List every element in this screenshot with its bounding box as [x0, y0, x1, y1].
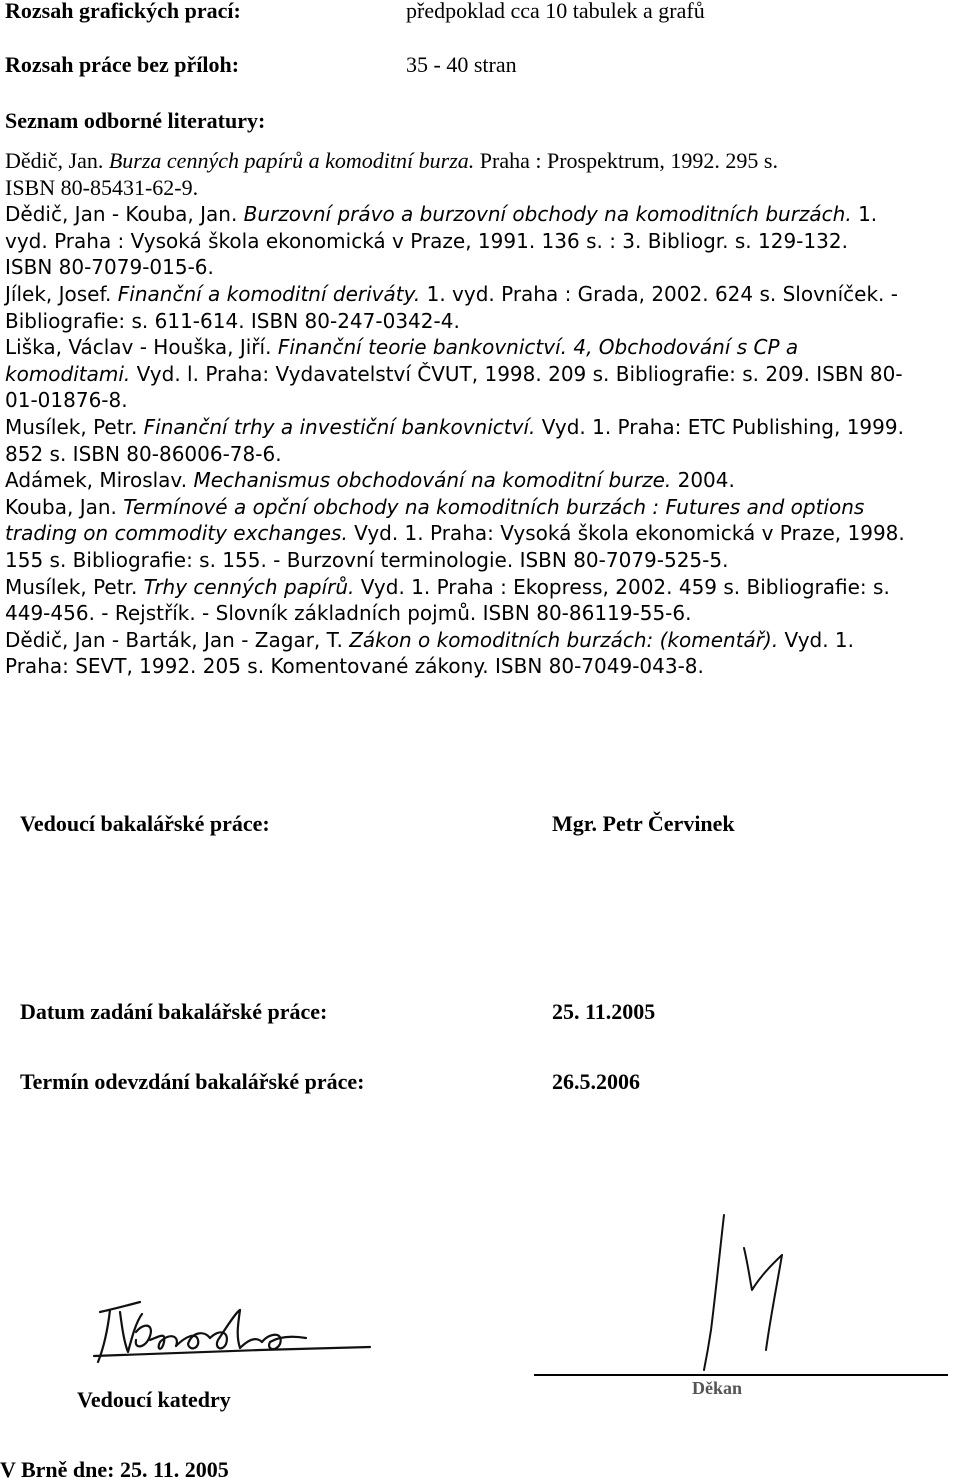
citation-text: ISBN 80-85431-62-9.	[5, 174, 199, 200]
title-text: Finanční trhy a investiční bankovnictví.	[143, 414, 536, 439]
title-text: Finanční a komoditní deriváty.	[117, 281, 421, 306]
citation-text: 01-01876-8.	[5, 388, 128, 413]
assignment-date-label: Datum zadání bakalářské práce:	[20, 999, 328, 1024]
title-text: komoditami.	[5, 361, 131, 386]
bibliography-line	[5, 175, 955, 202]
submission-date-value: 26.5.2006	[552, 1069, 640, 1094]
dean-label: Děkan	[692, 1378, 743, 1398]
citation-text: 2004.	[671, 468, 735, 493]
citation-text: Musílek, Petr.	[5, 414, 144, 439]
citation-text: Dědič, Jan.	[5, 148, 109, 173]
citation-text: Praha : Prospektrum, 1992. 295 s.	[474, 148, 778, 173]
title-text: Zákon o komoditních burzách: (komentář).	[349, 627, 779, 652]
bibliography-line	[5, 627, 955, 654]
citation-text: Vyd. 1. Praha: ETC Publishing, 1999.	[535, 414, 904, 439]
bibliography-line	[5, 387, 955, 414]
submission-date-label: Termín odevzdání bakalářské práce:	[20, 1069, 365, 1094]
title-text: Finanční teorie bankovnictví. 4, Obchodování s CP a	[277, 335, 799, 360]
supervisor-label: Vedoucí bakalářské práce:	[20, 811, 270, 836]
place-date: V Brně dne: 25. 11. 2005	[0, 1457, 229, 1482]
title-text: Burza cenných papírů a komoditní burza.	[108, 148, 475, 173]
bibliography-line	[5, 148, 955, 175]
title-text: Burzovní právo a burzovní obchody na komoditních burzách.	[243, 202, 852, 227]
dean-signature	[686, 1210, 806, 1385]
scope-work-value: 35 - 40 stran	[406, 52, 517, 77]
citation-text: Dědič, Jan - Barták, Jan - Zagar, T.	[5, 627, 350, 652]
bibliography-line	[5, 361, 955, 388]
citation-text: vyd. Praha : Vysoká škola ekonomická v Praze, 1991. 136 s. : 3. Bibliogr. s. 129-132.	[5, 228, 848, 253]
bibliography-line	[5, 281, 955, 308]
citation-text: 449-456. - Rejstřík. - Slovník základních pojmů. ISBN 80-86119-55-6.	[5, 601, 692, 626]
bibliography-line	[5, 467, 955, 494]
title-text: Trhy cenných papírů.	[143, 574, 355, 599]
bibliography-line	[5, 308, 955, 335]
bibliography-line	[5, 334, 955, 361]
bibliography-line	[5, 547, 955, 574]
scope-graphics-value: předpoklad cca 10 tabulek a grafů	[406, 0, 705, 23]
citation-text: Vyd. 1. Praha: Vysoká škola ekonomická v Praze, 1998.	[347, 521, 905, 546]
bibliography-line	[5, 574, 955, 601]
citation-text: Liška, Václav - Houška, Jiří.	[5, 335, 278, 360]
citation-text: Musílek, Petr.	[5, 574, 144, 599]
bibliography-line	[5, 201, 955, 228]
citation-text: Vyd. l. Praha: Vydavatelství ČVUT, 1998. 209 s. Bibliografie: s. 209. ISBN 80-	[130, 361, 903, 386]
title-text: Mechanismus obchodování na komoditní burze.	[193, 468, 672, 493]
scope-graphics-label: Rozsah grafických prací:	[5, 0, 241, 23]
bibliography-line	[5, 520, 955, 547]
citation-text: Adámek, Miroslav.	[5, 468, 194, 493]
bibliography-list	[5, 148, 955, 680]
scope-work-label: Rozsah práce bez příloh:	[5, 52, 240, 77]
title-text: trading on commodity exchanges.	[5, 521, 348, 546]
bibliography-line	[5, 254, 955, 281]
assignment-date-value: 25. 11.2005	[552, 999, 656, 1024]
bibliography-line	[5, 228, 955, 255]
citation-text: Praha: SEVT, 1992. 205 s. Komentované zákony. ISBN 80-7049-043-8.	[5, 654, 704, 679]
head-signature	[80, 1292, 380, 1370]
citation-text: Vyd. 1. Praha : Ekopress, 2002. 459 s. Bibliografie: s.	[354, 574, 890, 599]
bibliography-line	[5, 414, 955, 441]
bibliography-line	[5, 653, 955, 680]
bibliography-line	[5, 494, 955, 521]
citation-text: Vyd. 1.	[778, 627, 855, 652]
citation-text: Bibliografie: s. 611-614. ISBN 80-247-0342-4.	[5, 308, 460, 333]
citation-text: 155 s. Bibliografie: s. 155. - Burzovní terminologie. ISBN 80-7079-525-5.	[5, 547, 729, 572]
citation-text: 1.	[851, 202, 878, 227]
citation-text: Kouba, Jan.	[5, 494, 124, 519]
dean-signature-line	[534, 1374, 948, 1376]
literature-heading: Seznam odborné literatury:	[5, 108, 266, 133]
title-text: Termínové a opční obchody na komoditních burzách : Futures and options	[123, 494, 865, 519]
citation-text: Dědič, Jan - Kouba, Jan.	[5, 202, 244, 227]
bibliography-line	[5, 600, 955, 627]
bibliography-line	[5, 441, 955, 468]
supervisor-name: Mgr. Petr Červinek	[552, 811, 735, 836]
head-of-department-label: Vedoucí katedry	[77, 1387, 231, 1412]
citation-text: ISBN 80-7079-015-6.	[5, 255, 214, 280]
head-signature-text: Holoada	[80, 1292, 84, 1293]
citation-text: 1. vyd. Praha : Grada, 2002. 624 s. Slovníček. -	[420, 281, 898, 306]
citation-text: 852 s. ISBN 80-86006-78-6.	[5, 441, 282, 466]
citation-text: Jílek, Josef.	[5, 281, 118, 306]
